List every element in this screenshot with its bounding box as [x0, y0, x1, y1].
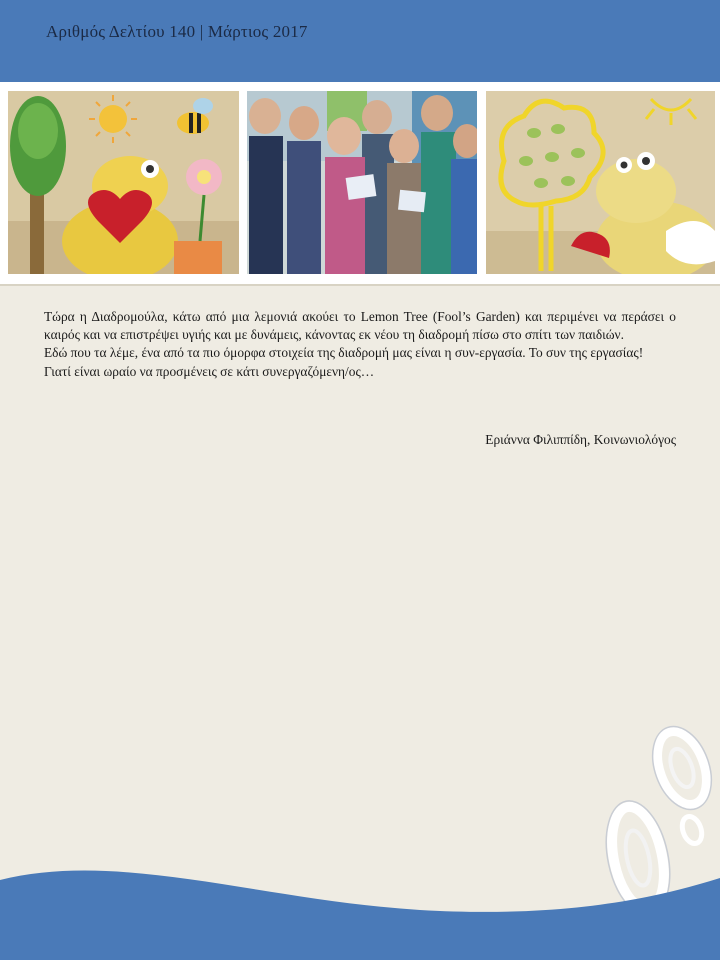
- author-signature: Εριάννα Φιλιππίδη, Κοινωνιολόγος: [485, 432, 676, 447]
- article-body: [44, 308, 676, 381]
- header-bar: [0, 0, 720, 82]
- toy-bee-sun-photo: [8, 91, 239, 274]
- children-group-photo: [247, 91, 477, 274]
- photo-strip-divider: [0, 284, 720, 286]
- newsletter-issue-title: Αριθμός Δελτίου 140 | Μάρτιος 2017: [46, 22, 308, 41]
- lemon-tree-toy-photo: [486, 91, 715, 274]
- article-paragraph-3: Γιατί είναι ωραίο να προσμένεις σε κάτι συνεργαζόμενη/ος…: [44, 363, 375, 379]
- photo-strip: [0, 82, 720, 284]
- article-paragraph-1: Τώρα η Διαδρομούλα, κάτω από μια λεμονιά ακούει το Lemon Tree (Fool’s Garden) και περιμένει να περάσει ο καιρός και να επιστρέψει υγιής και με δυνάμεις, κάνοντας εκ νέου τη διαδρομή πίσω στο σπίτι των παιδιών.: [44, 309, 676, 343]
- article-paragraph-2: Εδώ που τα λέμε, ένα από τα πιο όμορφα στοιχεία της διαδρομή μας είναι η συν-εργασία. Το συν της εργασίας!: [44, 345, 644, 361]
- footer-wave: [0, 840, 720, 960]
